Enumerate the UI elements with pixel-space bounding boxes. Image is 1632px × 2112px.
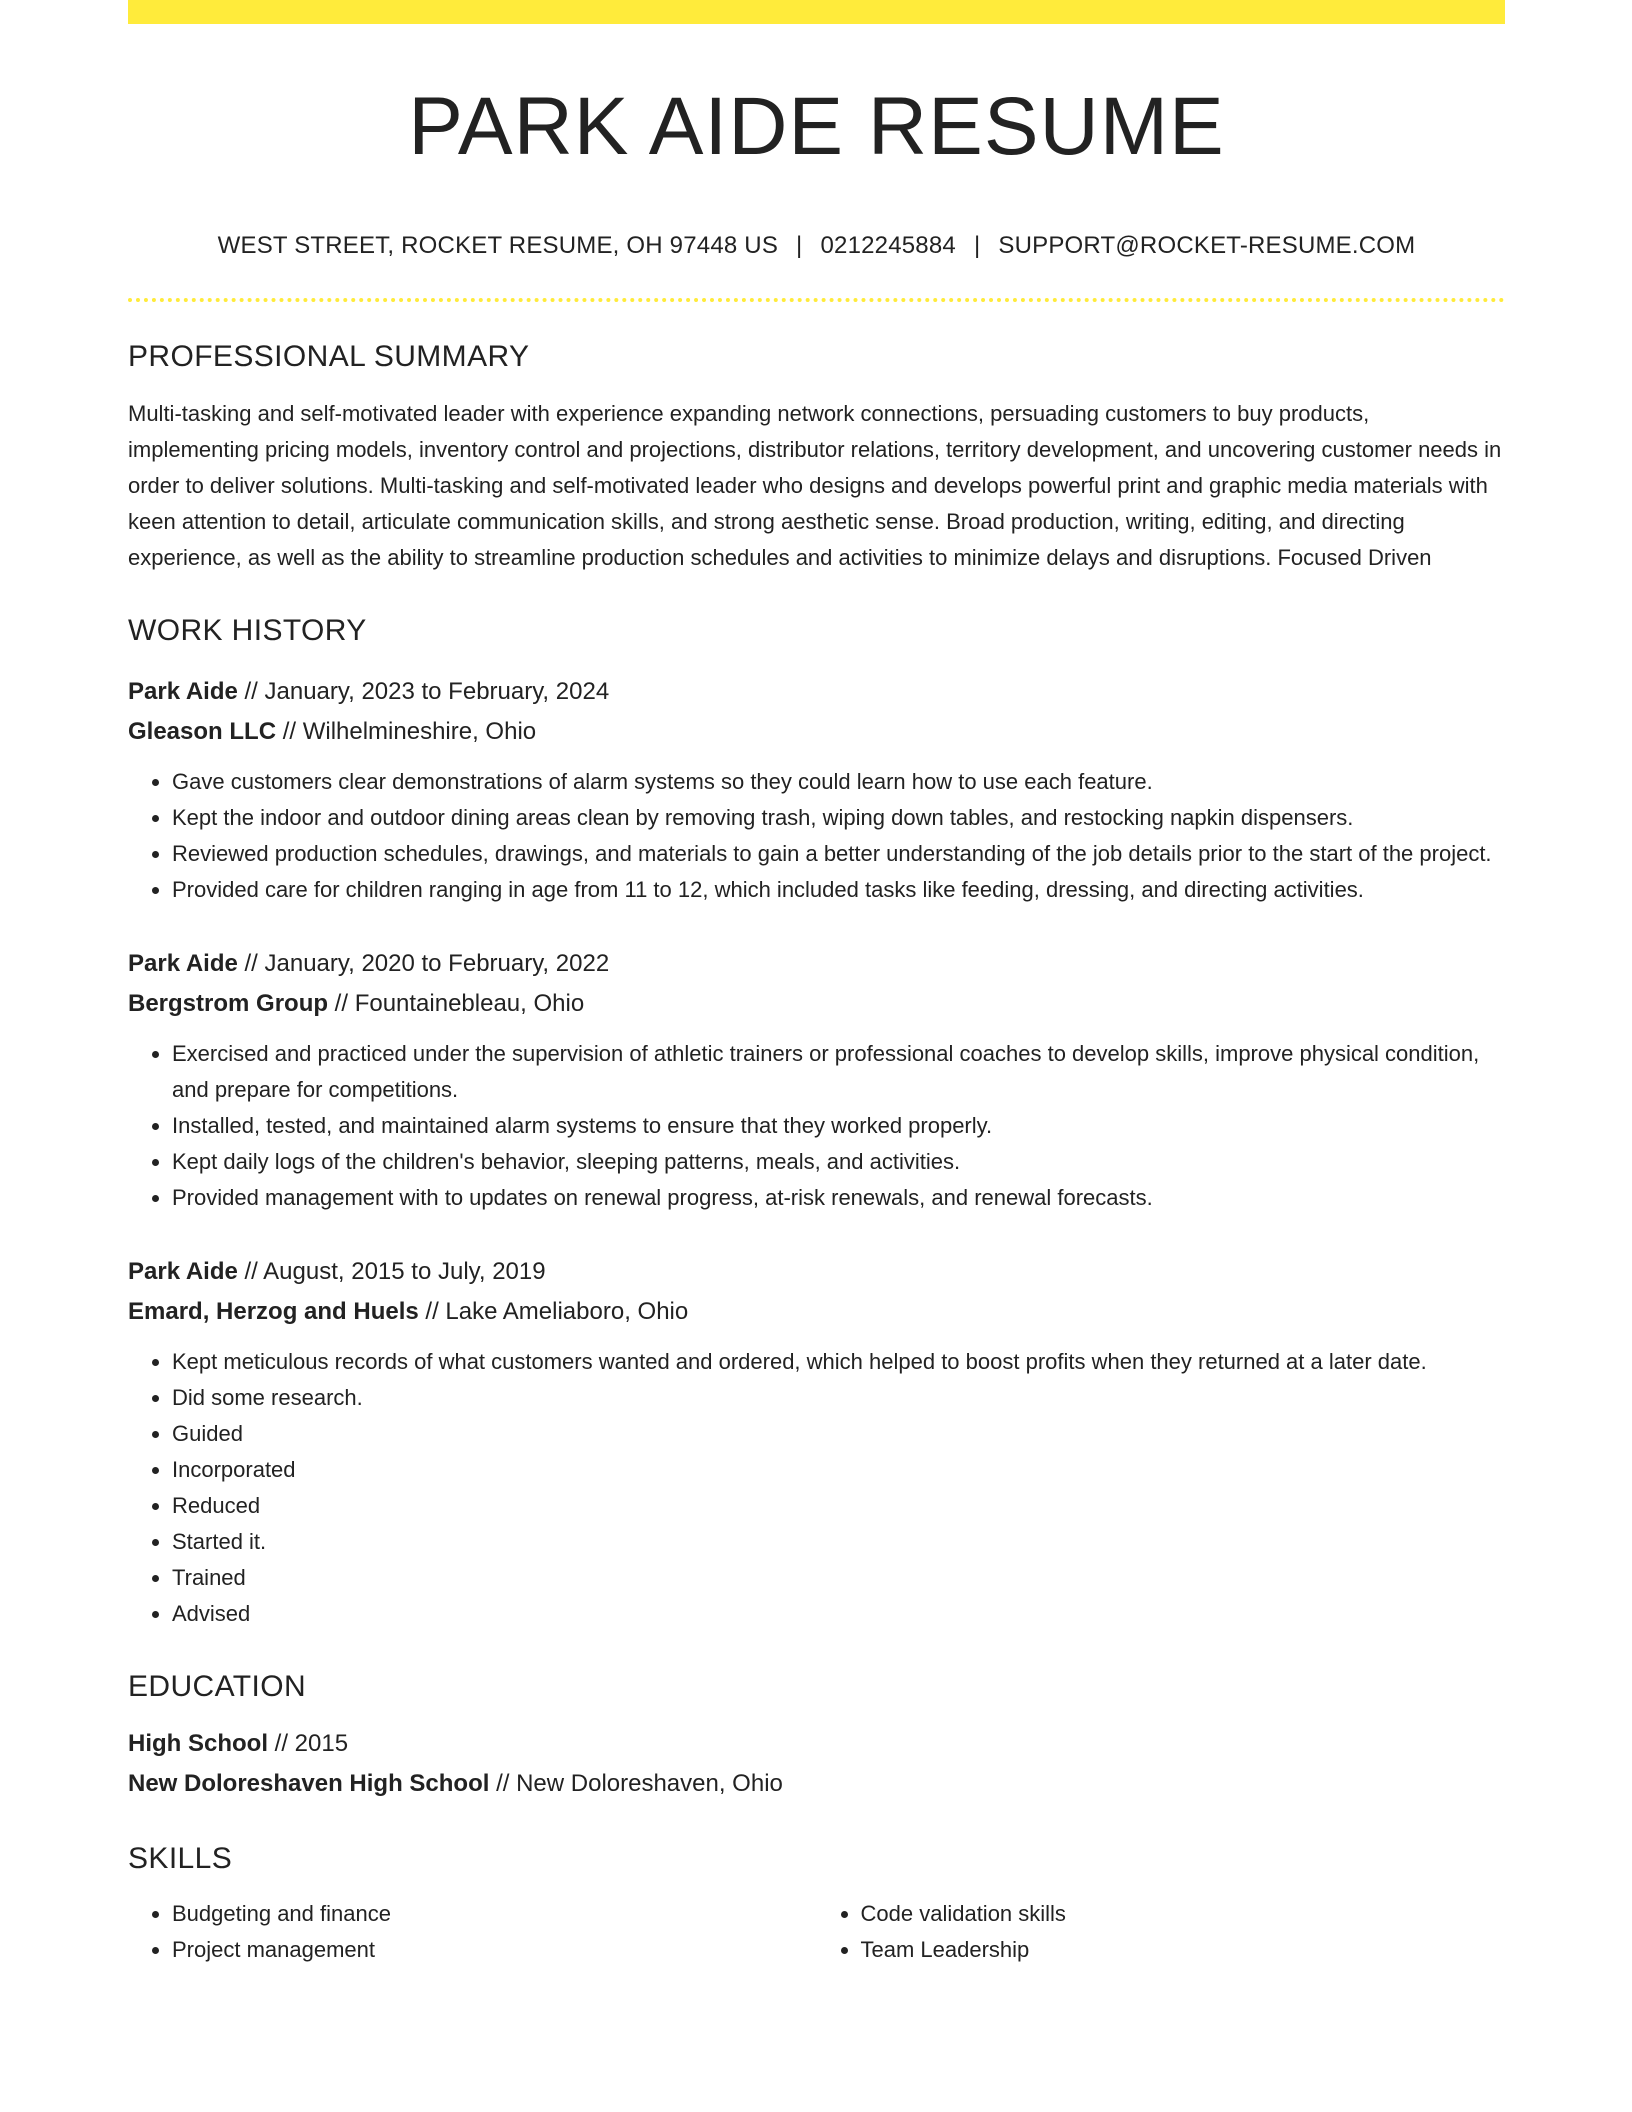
job-bullet: • Trained [172,1560,1505,1596]
job-bullet: • Reviewed production schedules, drawings, and materials to gain a better understanding of the job details prior to the start of the project. [172,836,1505,872]
contact-email: SUPPORT@ROCKET-RESUME.COM [998,232,1416,260]
job-bullet: • Kept daily logs of the children's behavior, sleeping patterns, meals, and activities. [172,1144,1505,1180]
education-degree: High School [128,1730,268,1758]
job-bullets [128,1036,1505,1216]
job-bullet: • Advised [172,1596,1505,1632]
job-bullet: • Kept meticulous records of what customers wanted and ordered, which helped to boost profits when they returned at a later date. [172,1344,1505,1380]
skills-heading: SKILLS [128,1842,233,1876]
contact-address: WEST STREET, ROCKET RESUME, OH 97448 US [217,232,779,260]
job-bullet: • Kept the indoor and outdoor dining areas clean by removing trash, wiping down tables, and restocking napkin dispensers. [172,800,1505,836]
skills-list-right [817,1896,1506,1968]
job-dates: // January, 2020 to February, 2022 [237,950,610,978]
job-title: Park Aide [128,1258,238,1286]
job-company: Gleason LLC [128,718,277,746]
job-entry [128,672,1505,908]
job-title: Park Aide [128,678,238,706]
education-heading: EDUCATION [128,1670,307,1704]
skill-item: • Project management [172,1932,817,1968]
contact-line [128,232,1505,260]
work-history-heading: WORK HISTORY [128,614,367,648]
contact-separator: | [973,232,981,260]
skill-item: • Team Leadership [861,1932,1506,1968]
job-dates: // January, 2023 to February, 2024 [237,678,610,706]
job-company: Emard, Herzog and Huels [128,1298,419,1326]
job-bullet: • Incorporated [172,1452,1505,1488]
dotted-divider [128,298,1505,302]
accent-bar [128,0,1505,24]
job-bullet: • Exercised and practiced under the supervision of athletic trainers or professional coaches to develop skills, improve physical condition, and prepare for competitions. [172,1036,1505,1108]
job-entry [128,944,1505,1216]
job-bullet: • Gave customers clear demonstrations of alarm systems so they could learn how to use each feature. [172,764,1505,800]
resume-page [128,0,1505,1968]
job-bullets [128,764,1505,908]
skills-columns [128,1896,1505,1968]
job-title: Park Aide [128,950,238,978]
contact-phone: 0212245884 [820,232,956,260]
education-year: // 2015 [268,1730,349,1758]
resume-title: PARK AIDE RESUME [408,81,1225,172]
skill-item: • Code validation skills [861,1896,1506,1932]
education-degree-line [128,1724,1505,1764]
education-school: New Doloreshaven High School [128,1770,490,1798]
job-bullet: • Did some research. [172,1380,1505,1416]
skills-list-left [128,1896,817,1968]
education-location: // New Doloreshaven, Ohio [489,1770,783,1798]
job-bullet: • Started it. [172,1524,1505,1560]
job-company-line [128,712,1505,752]
summary-heading: PROFESSIONAL SUMMARY [128,340,530,374]
job-title-line [128,944,1505,984]
job-location: // Fountainebleau, Ohio [328,990,585,1018]
job-company-line [128,1292,1505,1332]
job-location: // Lake Ameliaboro, Ohio [418,1298,689,1326]
job-dates: // August, 2015 to July, 2019 [237,1258,546,1286]
job-bullet: • Provided care for children ranging in age from 11 to 12, which included tasks like feeding, dressing, and directing activities. [172,872,1505,908]
job-bullet: • Reduced [172,1488,1505,1524]
job-bullet: • Guided [172,1416,1505,1452]
job-title-line [128,672,1505,712]
job-bullets [128,1344,1505,1632]
job-bullet: • Installed, tested, and maintained alarm systems to ensure that they worked properly. [172,1108,1505,1144]
job-location: // Wilhelmineshire, Ohio [276,718,537,746]
job-bullet: • Provided management with to updates on renewal progress, at-risk renewals, and renewal forecasts. [172,1180,1505,1216]
job-company: Bergstrom Group [128,990,329,1018]
job-title-line [128,1252,1505,1292]
summary-text: Multi-tasking and self-motivated leader with experience expanding network connections, persuading customers to buy products, implementing pricing models, inventory control and projections, distributor relations, territory development, and uncovering customer needs in order to deliver solutions. Multi-tasking and self-motivated leader who designs and develops powerful print and graphic media materials with keen attention to detail, articulate communication skills, and strong aesthetic sense. Broad production, writing, editing, and directing experience, as well as the ability to streamline production schedules and activities to minimize delays and disruptions. Focused Driven [128,401,1502,571]
job-company-line [128,984,1505,1024]
education-entry [128,1724,1505,1804]
job-entry [128,1252,1505,1632]
education-school-line [128,1764,1505,1804]
skill-item: • Budgeting and finance [172,1896,817,1932]
contact-separator: | [796,232,803,260]
